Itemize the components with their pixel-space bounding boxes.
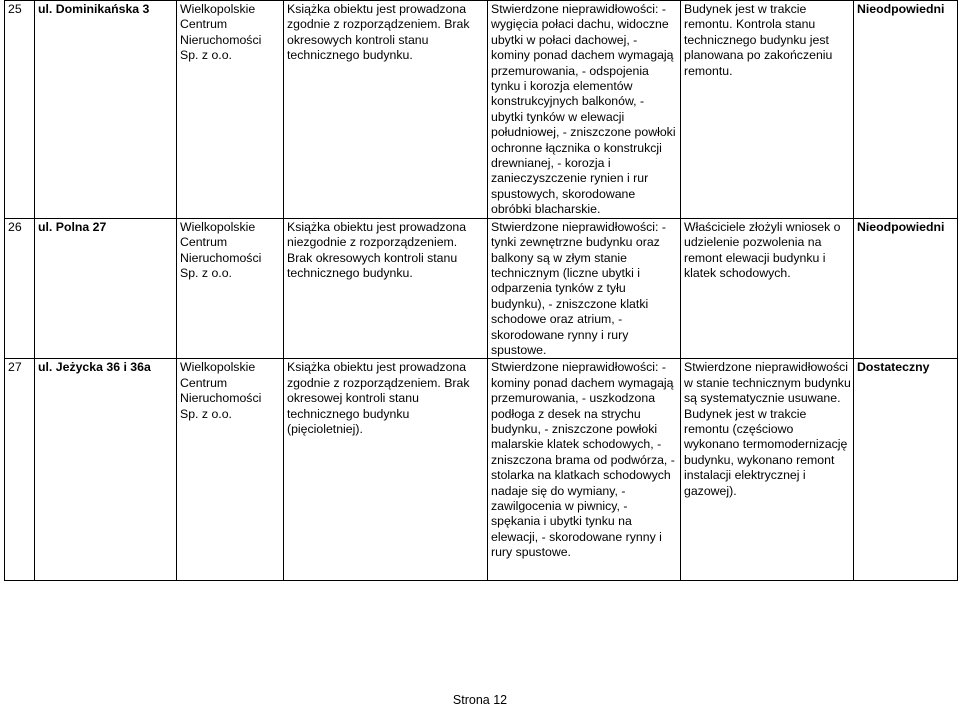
owner-actions-cell: Budynek jest w trakcie remontu. Kontrola stanu technicznego budynku jest planowana po zakończeniu remontu. bbox=[681, 1, 854, 219]
table-row bbox=[5, 1, 958, 219]
owner-cell: Wielkopolskie Centrum Nieruchomości Sp. z o.o. bbox=[177, 1, 284, 219]
building-book-cell: Książka obiektu jest prowadzona niezgodnie z rozporządzeniem. Brak okresowych kontroli stanu technicznego budynku. bbox=[284, 218, 488, 359]
assessment-cell: Dostateczny bbox=[854, 359, 958, 581]
owner-cell: Wielkopolskie Centrum Nieruchomości Sp. z o.o. bbox=[177, 359, 284, 581]
owner-cell: Wielkopolskie Centrum Nieruchomości Sp. z o.o. bbox=[177, 218, 284, 359]
assessment-cell: Nieodpowiedni bbox=[854, 218, 958, 359]
inspection-table bbox=[4, 0, 958, 581]
assessment-cell: Nieodpowiedni bbox=[854, 1, 958, 219]
table-row bbox=[5, 218, 958, 359]
address-cell: ul. Polna 27 bbox=[35, 218, 177, 359]
building-book-cell: Książka obiektu jest prowadzona zgodnie z rozporządzeniem. Brak okresowych kontroli stanu technicznego budynku. bbox=[284, 1, 488, 219]
row-number: 27 bbox=[5, 359, 35, 581]
owner-actions-cell: Właściciele złożyli wniosek o udzielenie pozwolenia na remont elewacji budynku i klatek schodowych. bbox=[681, 218, 854, 359]
address-cell: ul. Dominikańska 3 bbox=[35, 1, 177, 219]
irregularities-cell: Stwierdzone nieprawidłowości: - wygięcia połaci dachu, widoczne ubytki w połaci dachowej, - kominy ponad dachem wymagają przemurowania, - odspojenia tynku i korozja elementów konstrukcyjnych balkonów, - ubytki tynków w elewacji południowej, - zniszczone powłoki ochronne łącznika o konstrukcji drewnianej, - korozja i zanieczyszczenie rynien i rur spustowych, skorodowane obróbki blacharskie. bbox=[488, 1, 681, 219]
row-number: 26 bbox=[5, 218, 35, 359]
row-number: 25 bbox=[5, 1, 35, 219]
address-cell: ul. Jeżycka 36 i 36a bbox=[35, 359, 177, 581]
irregularities-cell: Stwierdzone nieprawidłowości: - tynki zewnętrzne budynku oraz balkony są w złym stanie technicznym (liczne ubytki i odparzenia tynków z tyłu budynku), - zniszczone klatki schodowe oraz atrium, - skorodowane rynny i rury spustowe. bbox=[488, 218, 681, 359]
table-row bbox=[5, 359, 958, 581]
irregularities-cell: Stwierdzone nieprawidłowości: - kominy ponad dachem wymagają przemurowania, - uszkodzona podłoga z desek na strychu budynku, - zniszczone powłoki malarskie klatek schodowych, - zniszczona brama od podwórza, - stolarka na klatkach schodowych nadaje się do wymiany, - zawilgocenia w piwnicy, - spękania i ubytki tynku na elewacji, - skorodowane rynny i rury spustowe. bbox=[488, 359, 681, 581]
owner-actions-cell: Stwierdzone nieprawidłowości w stanie technicznym budynku są systematycznie usuwane. Budynek jest w trakcie remontu (częściowo wykonano termomodernizację budynku, wykonano remont instalacji elektrycznej i gazowej). bbox=[681, 359, 854, 581]
page-number: Strona 12 bbox=[452, 693, 508, 707]
building-book-cell: Książka obiektu jest prowadzona zgodnie z rozporządzeniem. Brak okresowej kontroli stanu technicznego budynku (pięcioletniej). bbox=[284, 359, 488, 581]
